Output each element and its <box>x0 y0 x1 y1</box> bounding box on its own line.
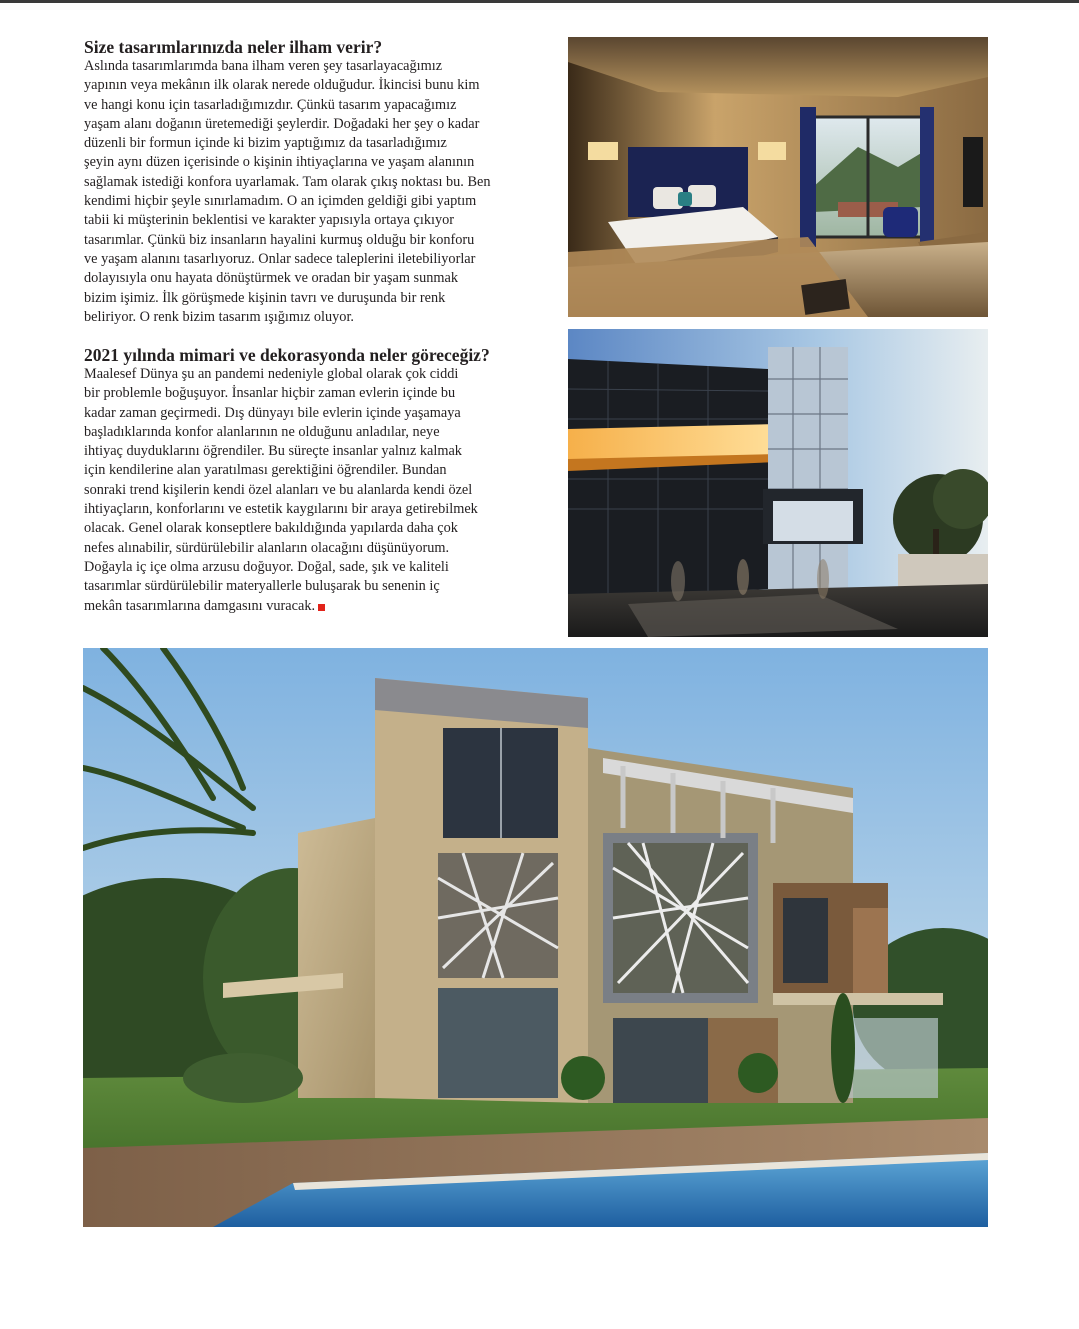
body-line: Maalesef Dünya şu an pandemi nedeniyle global olarak çok ciddi <box>84 366 459 382</box>
body-line: sağlamak istediği konfora uyarlamak. Tam olarak çıkış noktası bu. Ben <box>84 173 491 190</box>
body-line: ve yaşam alanını tasarlıyoruz. Onlar sadece taleplerini iletebiliyorlar <box>84 250 476 267</box>
body-line: tasarımlar sürdürülebilir materyallerle buluşarak bu senenin iç <box>84 578 440 595</box>
hotel-bedroom-photo <box>568 37 988 317</box>
body-line: şeyin aynı düzen içerisinde o kişinin ihtiyaçlarına ve yaşam alanının <box>84 154 475 171</box>
body-line: yaşam alanı doğanın üretemediği şeylerdir. Doğadaki her şey o kadar <box>84 115 480 132</box>
body-line: Doğayla iç içe olma arzusu doğuyor. Doğal, sade, şık ve kaliteli <box>84 558 449 575</box>
body-line: için kendilerine alan yaratılması gerektiğini öğrendiler. Bundan <box>84 462 447 479</box>
section-heading-trends: 2021 yılında mimari ve dekorasyonda neler göreceğiz? <box>84 345 490 365</box>
body-line-last: mekân tasarımlarına damgasını vuracak. <box>84 597 316 614</box>
body-line: ihtiyaçların, konforlarını ve estetik kaygılarını bir araya getirebilmek <box>84 501 478 518</box>
body-line: nefes alınabilir, sürdürülebilir alanların olacağını düşünüyorum. <box>84 539 450 556</box>
body-line: tasarımlar. Çünkü biz insanların hayalini kurmuş olduğu bir konforu <box>84 231 475 248</box>
article-end-mark <box>318 604 325 611</box>
body-line: beliriyor. O renk bizim tasarım ışığımız oluyor. <box>84 308 355 325</box>
body-line: ve hangi konu için tasarladığımızdır. Çünkü tasarım yapacağımız <box>84 96 457 113</box>
body-line: bizim işimiz. İlk görüşmede kişinin tavrı ve duruşunda bir renk <box>84 289 446 306</box>
body-line: kendimi hiçbir şeyle sınırlamadım. O an içimden geldiği gibi yaptım <box>84 193 477 210</box>
section-body-inspiration <box>84 57 554 327</box>
section-trends-2021 <box>84 345 554 616</box>
body-line: ihtiyaç duyduklarını öğrendiler. Bu süreçte insanlar yalnız kalmak <box>84 443 462 460</box>
modern-building-dusk-photo <box>568 329 988 637</box>
section-body-trends <box>84 365 554 616</box>
body-line <box>84 597 554 616</box>
villa-with-pool-photo <box>83 648 988 1227</box>
body-line: düzenli bir formun içinde ki bizim yaptığımız da tasarladığımız <box>84 135 447 152</box>
body-line: tabii ki müşterinin beklentisi ve karakter yapısıyla ortaya çıkıyor <box>84 212 455 229</box>
body-line: başladıklarında konfor alanlarının ne olduğunu anladılar, neye <box>84 423 440 440</box>
body-line: yapının veya mekânın ilk olarak nerede olduğudur. İkincisi bunu kim <box>84 77 480 94</box>
body-line: dolayısıyla onu hayata dönüştürmek ve oradan bir yaşam sunmak <box>84 270 459 287</box>
top-rule <box>0 0 1079 3</box>
body-line: olacak. Genel olarak konseptlere bakıldığında yapılarda daha çok <box>84 520 458 537</box>
body-line: sonraki trend kişilerin kendi özel alanları ve bu alanlarda kendi özel <box>84 481 473 498</box>
body-line: Aslında tasarımlarımda bana ilham veren şey tasarlayacağımız <box>84 58 443 74</box>
section-inspiration <box>84 37 554 327</box>
body-line: kadar zaman geçirmedi. Dış dünyayı bile evlerin içinde yaşamaya <box>84 404 461 421</box>
section-heading-inspiration: Size tasarımlarınızda neler ilham verir? <box>84 37 383 57</box>
body-line: bir problemle boğuşuyor. İnsanlar hiçbir zaman evlerin içinde bu <box>84 385 456 402</box>
